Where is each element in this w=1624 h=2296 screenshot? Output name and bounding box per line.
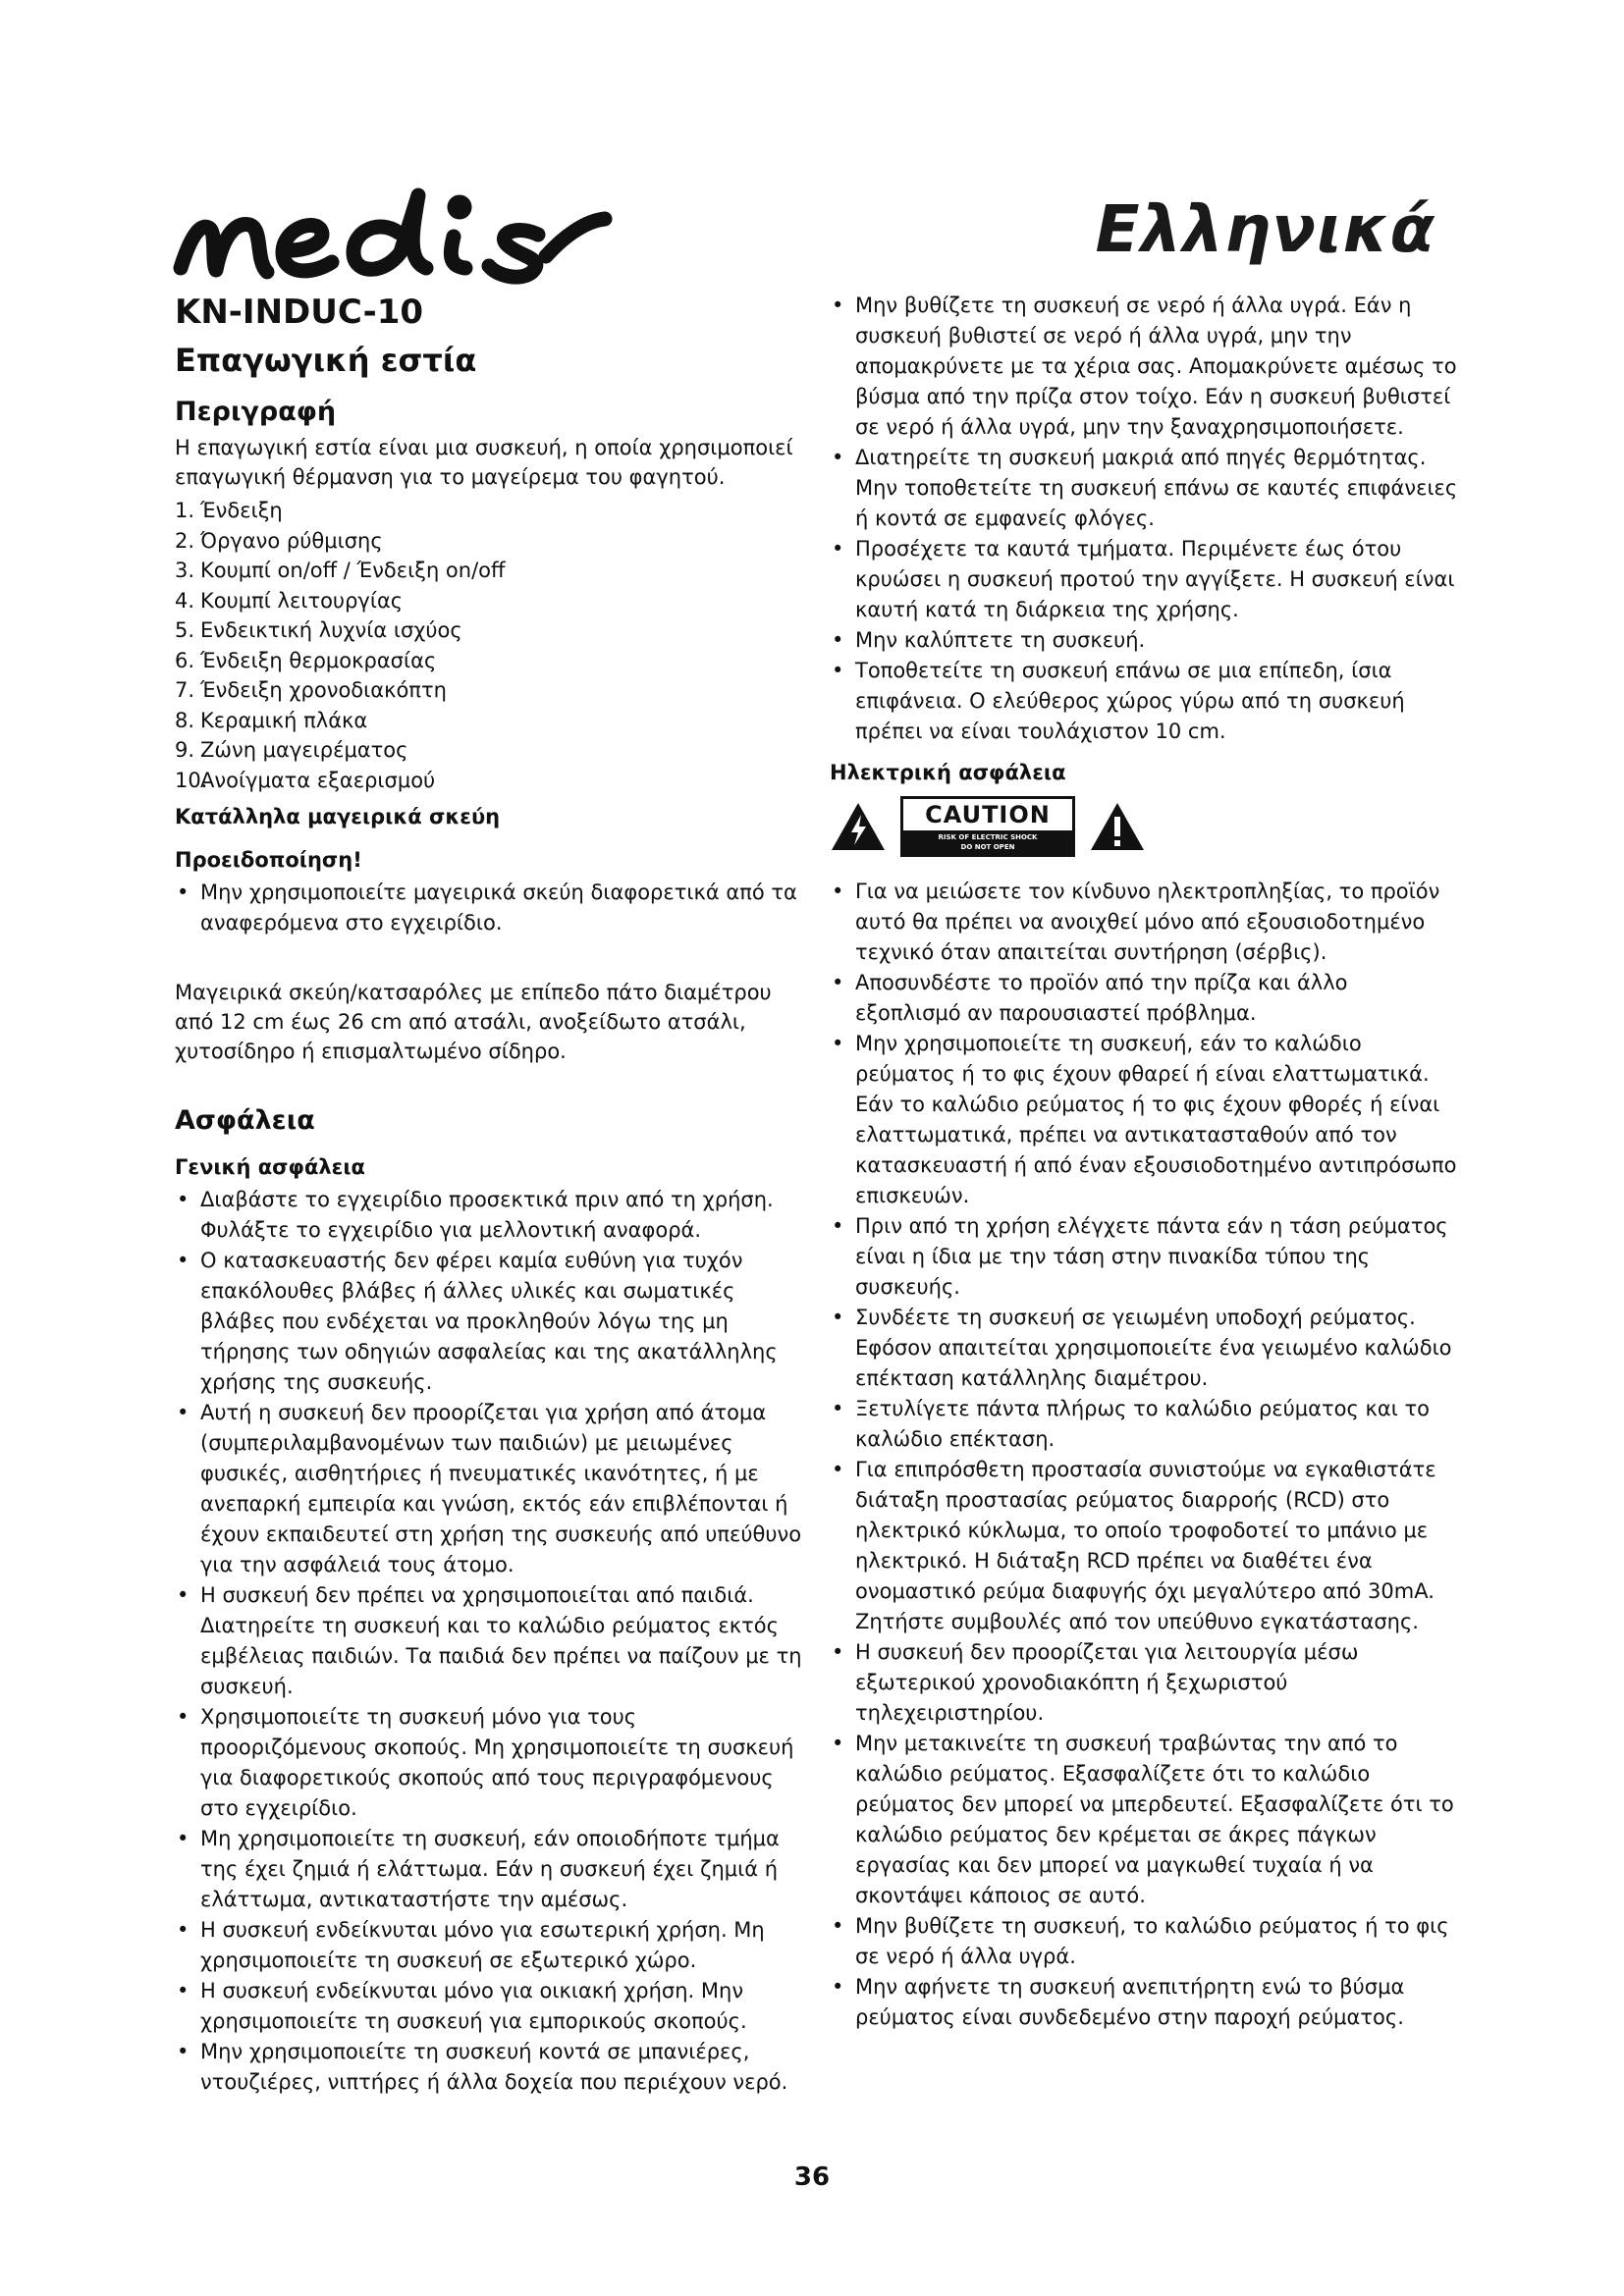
description-text: Η επαγωγική εστία είναι μια συσκευή, η οποία χρησιμοποιεί επαγωγική θέρμανση για το μαγείρεμα του φαγητού.	[175, 436, 793, 489]
electrical-item: • Η συσκευή δεν προορίζεται για λειτουργία μέσω εξωτερικού χρονοδιακόπτη ή ξεχωριστού τηλεχειριστηρίου.	[830, 1637, 1458, 1729]
page-number: 36	[793, 2163, 831, 2192]
safety-item: • Η συσκευή δεν πρέπει να χρησιμοποιείται από παιδιά. Διατηρείτε τη συσκευή και το καλώδιο ρεύματος εκτός εμβέλειας παιδιών. Τα παιδιά δεν πρέπει να παίζουν με τη συσκευή.	[175, 1580, 803, 1702]
safety-item: • Μην καλύπτετε τη συσκευή.	[830, 625, 1458, 656]
safety-item: • Μη χρησιμοποιείτε τη συσκευή, εάν οποιοδήποτε τμήμα της έχει ζημιά ή ελάττωμα. Εάν η συσκευή έχει ζημιά ή ελάττωμα, αντικαταστήστε την αμέσως.	[175, 1824, 803, 1915]
safety-item: • Διατηρείτε τη συσκευή μακριά από πηγές θερμότητας. Μην τοποθετείτε τη συσκευή επάνω σε καυτές επιφάνειες ή κοντά σε εμφανείς φλόγες.	[830, 443, 1458, 534]
parts-list	[175, 496, 803, 795]
warning-item: • Μην χρησιμοποιείτε μαγειρικά σκεύη διαφορετικά από τα αναφερόμενα στο εγχειρίδιο.	[175, 878, 803, 938]
parts-list-item: 1. Ένδειξη	[175, 499, 283, 522]
caution-label	[830, 796, 1458, 857]
safety-item: • Μην χρησιμοποιείτε τη συσκευή κοντά σε μπανιέρες, ντουζιέρες, νιπτήρες ή άλλα δοχεία που περιέχουν νερό.	[175, 2037, 803, 2098]
parts-list-item: 10. Ανοίγματα εξαερισμού	[175, 768, 436, 792]
electrical-item: • Μην βυθίζετε τη συσκευή, το καλώδιο ρεύματος ή το φις σε νερό ή άλλα υγρά.	[830, 1911, 1458, 1972]
safety-item: • Μην βυθίζετε τη συσκευή σε νερό ή άλλα υγρά. Εάν η συσκευή βυθιστεί σε νερό ή άλλα υγρά, μην την απομακρύνετε με τα χέρια σας. Απομακρύνετε αμέσως το βύσμα από την πρίζα στον τοίχο. Εάν η συσκευή βυθιστεί σε νερό ή άλλα υγρά, μην την ξαναχρησιμοποιήσετε.	[830, 291, 1458, 443]
product-title: Επαγωγική εστία	[175, 342, 477, 379]
nedis-logo	[173, 182, 634, 290]
electrical-item: • Πριν από τη χρήση ελέγχετε πάντα εάν η τάση ρεύματος είναι η ίδια με την τάση στην πινακίδα τύπου της συσκευής.	[830, 1211, 1458, 1303]
description-heading: Περιγραφή	[175, 397, 337, 427]
electrical-item: • Μην χρησιμοποιείτε τη συσκευή, εάν το καλώδιο ρεύματος ή το φις έχουν φθαρεί ή είναι ελαττωματικά. Εάν το καλώδιο ρεύματος ή το φις έχουν φθορές ή είναι ελαττωματικά, πρέπει να αντικατασταθούν από τον κατασκευαστή ή από έναν εξουσιοδοτημένο αντιπρόσωπο επισκευών.	[830, 1029, 1458, 1211]
cookware-text: Μαγειρικά σκεύη/κατσαρόλες με επίπεδο πάτο διαμέτρου από 12 cm έως 26 cm από ατσάλι, ανοξείδωτο ατσάλι, χυτοσίδηρο ή επισμαλτωμένο σίδηρο.	[175, 981, 772, 1063]
cookware-heading: Κατάλληλα μαγειρικά σκεύη	[175, 805, 501, 828]
safety-item: • Αυτή η συσκευή δεν προορίζεται για χρήση από άτομα (συμπεριλαμβανομένων των παιδιών) με μειωμένες φυσικές, αισθητήριες ή πνευματικές ικανότητες, ή με ανεπαρκή εμπειρία και γνώση, εκτός εάν επιβλέπονται ή έχουν εκπαιδευτεί στη χρήση της συσκευής από υπεύθυνο για την ασφάλειά τους άτομο.	[175, 1398, 803, 1580]
warning-heading: Προειδοποίηση!	[175, 848, 362, 872]
electrical-item: • Ξετυλίγετε πάντα πλήρως το καλώδιο ρεύματος και το καλώδιο επέκταση.	[830, 1394, 1458, 1455]
general-safety-heading: Γενική ασφάλεια	[175, 1155, 365, 1179]
model-number: KN-INDUC-10	[175, 293, 424, 332]
caution-title: CAUTION	[925, 801, 1051, 828]
electrical-safety-heading: Ηλεκτρική ασφάλεια	[830, 761, 1066, 784]
general-safety-list	[175, 1185, 803, 2098]
electrical-item: • Μην αφήνετε τη συσκευή ανεπιτήρητη ενώ το βύσμα ρεύματος είναι συνδεδεμένο στην παροχή ρεύματος.	[830, 1972, 1458, 2033]
parts-list-item: 9. Ζώνη μαγειρέματος	[175, 738, 408, 762]
parts-list-item: 8. Κεραμική πλάκα	[175, 708, 368, 732]
parts-list-item: 3. Κουμπί on/off / Ένδειξη on/off	[175, 559, 506, 582]
electrical-safety-list	[830, 877, 1458, 2033]
electrical-item: • Για να μειώσετε τον κίνδυνο ηλεκτροπληξίας, το προϊόν αυτό θα πρέπει να ανοιχθεί μόνο από εξουσιοδοτημένο τεχνικό όταν απαιτείται συντήρηση (σέρβις).	[830, 877, 1458, 968]
electrical-item: • Αποσυνδέστε το προϊόν από την πρίζα και άλλο εξοπλισμό αν παρουσιαστεί πρόβλημα.	[830, 968, 1458, 1029]
parts-list-item: 5. Ενδεικτική λυχνία ισχύος	[175, 618, 462, 642]
safety-item: • Διαβάστε το εγχειρίδιο προσεκτικά πριν από τη χρήση. Φυλάξτε το εγχειρίδιο για μελλοντική αναφορά.	[175, 1185, 803, 1246]
general-safety-list-continued	[830, 291, 1458, 747]
electrical-item: • Για επιπρόσθετη προστασία συνιστούμε να εγκαθιστάτε διάταξη προστασίας ρεύματος διαρροής (RCD) στο ηλεκτρικό κύκλωμα, το οποίο τροφοδοτεί το μπάνιο με ηλεκτρικό. Η διάταξη RCD πρέπει να διαθέτει ένα ονομαστικό ρεύμα διαφυγής όχι μεγαλύτερο από 30mA. Ζητήστε συμβουλές από τον υπεύθυνο εγκατάστασης.	[830, 1455, 1458, 1637]
safety-heading: Ασφάλεια	[175, 1105, 315, 1136]
parts-list-item: 2. Όργανο ρύθμισης	[175, 528, 383, 553]
parts-list-item: 7. Ένδειξη χρονοδιακόπτη	[175, 678, 447, 702]
language-title: Ελληνικά	[1095, 191, 1435, 267]
electrical-item: • Μην μετακινείτε τη συσκευή τραβώντας την από το καλώδιο ρεύματος. Εξασφαλίζετε ότι το καλώδιο ρεύματος δεν μπορεί να μπερδευτεί. Εξασφαλίζετε ότι το καλώδιο ρεύματος δεν κρέμεται σε άκρες πάγκων εργασίας και δεν μπορεί να μαγκωθεί τυχαία ή να σκοντάψει κάποιος σε αυτό.	[830, 1729, 1458, 1911]
caution-box	[900, 796, 1075, 857]
left-column	[175, 293, 803, 2098]
parts-list-item: 4. Κουμπί λειτουργίας	[175, 588, 404, 613]
caution-subtitle: RISK OF ELECTRIC SHOCK DO NOT OPEN	[903, 830, 1072, 854]
safety-item: • Ο κατασκευαστής δεν φέρει καμία ευθύνη για τυχόν επακόλουθες βλάβες ή άλλες υλικές και σωματικές βλάβες που ενδέχεται να προκληθούν λόγω της μη τήρησης των οδηγιών ασφαλείας και της ακατάλληλης χρήσης της συσκευής.	[175, 1246, 803, 1398]
right-column	[830, 291, 1458, 2033]
safety-item: • Χρησιμοποιείτε τη συσκευή μόνο για τους προοριζόμενους σκοπούς. Μη χρησιμοποιείτε τη συσκευή για διαφορετικούς σκοπούς από τους περιγραφόμενους στο εγχειρίδιο.	[175, 1702, 803, 1824]
safety-item: • Η συσκευή ενδείκνυται μόνο για οικιακή χρήση. Μην χρησιμοποιείτε τη συσκευή για εμπορικούς σκοπούς.	[175, 1976, 803, 2037]
electric-shock-warning-icon	[830, 801, 887, 852]
safety-item: • Προσέχετε τα καυτά τμήματα. Περιμένετε έως ότου κρυώσει η συσκευή προτού την αγγίξετε. Η συσκευή είναι καυτή κατά τη διάρκεια της χρήσης.	[830, 534, 1458, 625]
exclamation-warning-icon	[1089, 801, 1146, 852]
electrical-item: • Συνδέετε τη συσκευή σε γειωμένη υποδοχή ρεύματος. Εφόσον απαιτείται χρησιμοποιείτε ένα γειωμένο καλώδιο επέκταση κατάλληλης διαμέτρου.	[830, 1303, 1458, 1394]
safety-item: • Η συσκευή ενδείκνυται μόνο για εσωτερική χρήση. Μη χρησιμοποιείτε τη συσκευή σε εξωτερικό χώρο.	[175, 1915, 803, 1976]
warning-list	[175, 878, 803, 938]
parts-list-item: 6. Ένδειξη θερμοκρασίας	[175, 648, 437, 672]
safety-item: • Τοποθετείτε τη συσκευή επάνω σε μια επίπεδη, ίσια επιφάνεια. Ο ελεύθερος χώρος γύρω από τη συσκευή πρέπει να είναι τουλάχιστον 10 cm.	[830, 656, 1458, 747]
